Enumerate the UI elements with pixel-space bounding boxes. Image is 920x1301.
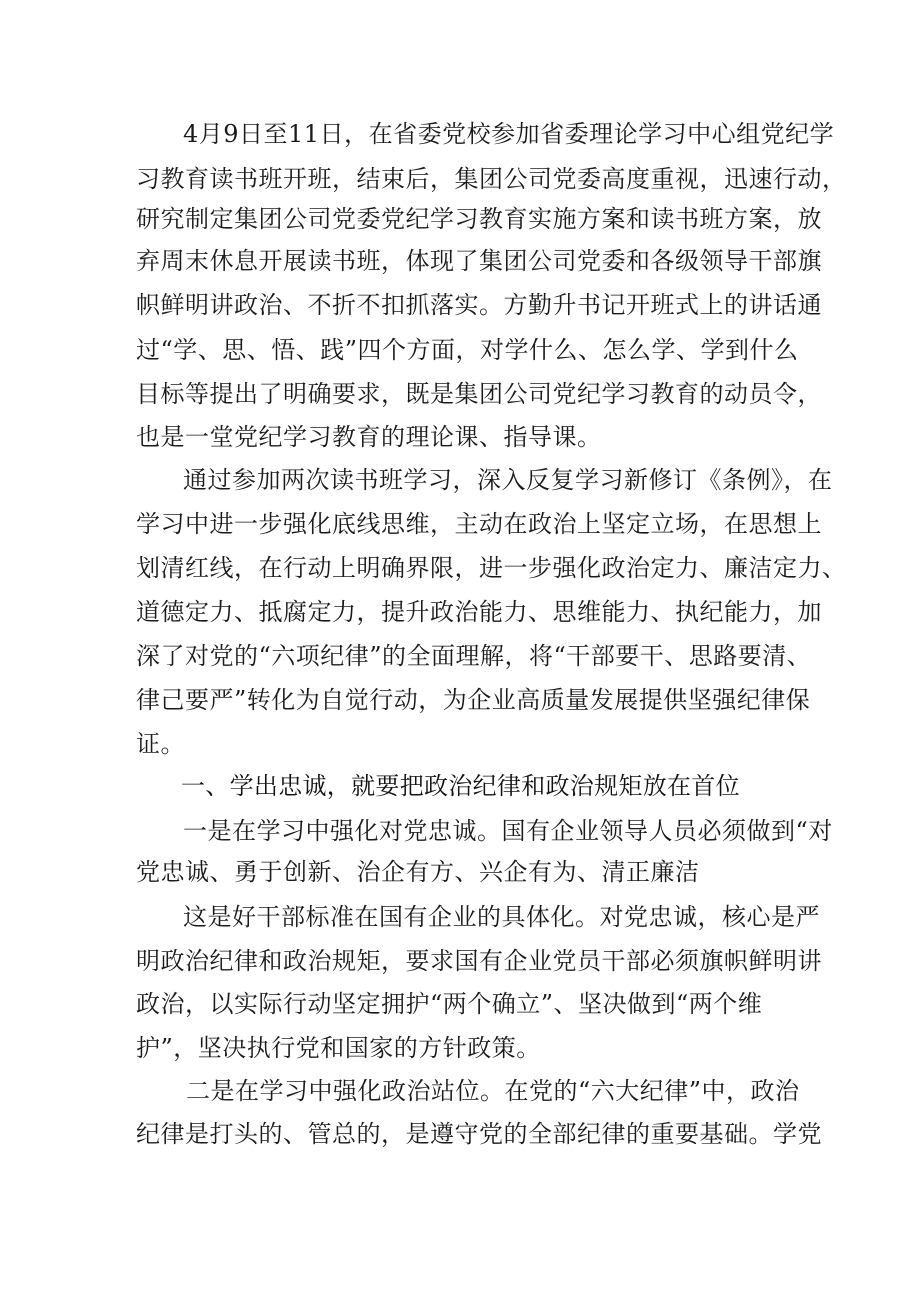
paragraph-1-line-5: 帜鲜明讲政治、不折不扣抓落实。方勤升书记开班式上的讲话通 <box>136 291 822 319</box>
paragraph-4-line-1: 这是好干部标准在国有企业的具体化。对党忠诚，核心是严 <box>183 903 820 931</box>
section-heading: 一、学出忠诚，就要把政治纪律和政治规矩放在首位 <box>181 772 740 800</box>
paragraph-1-line-1: 4月9日至11日，在省委党校参加省委理论学习中心组党纪学 <box>183 120 835 148</box>
paragraph-1-line-7: 目标等提出了明确要求，既是集团公司党纪学习教育的动员令， <box>136 380 822 408</box>
paragraph-2-line-4: 道德定力、抵腐定力，提升政治能力、思维能力、执纪能力，加 <box>136 598 822 626</box>
paragraph-3-line-1: 一是在学习中强化对党忠诚。国有企业领导人员必须做到“对 <box>183 817 833 845</box>
paragraph-1-line-8: 也是一堂党纪学习教育的理论课、指导课。 <box>136 423 602 451</box>
paragraph-1-line-2: 习教育读书班开班，结束后，集团公司党委高度重视，迅速行动， <box>136 165 847 193</box>
paragraph-4-line-2: 明政治纪律和政治规矩，要求国有企业党员干部必须旗帜鲜明讲 <box>136 947 822 975</box>
paragraph-1-line-6: 过“学、思、悟、践”四个方面，对学什么、怎么学、学到什么 <box>136 336 799 364</box>
paragraph-2-line-6: 律己要严”转化为自觉行动，为企业高质量发展提供坚强纪律保 <box>136 686 811 714</box>
paragraph-2-line-1: 通过参加两次读书班学习，深入反复学习新修订《条例》，在 <box>183 466 833 494</box>
paragraph-1-line-4: 弃周末休息开展读书班，体现了集团公司党委和各级领导干部旗 <box>136 247 822 275</box>
paragraph-2-line-5: 深了对党的“六项纪律”的全面理解，将“干部要干、思路要清、 <box>136 642 812 670</box>
paragraph-2-line-7: 证。 <box>136 730 185 758</box>
paragraph-2-line-2: 学习中进一步强化底线思维，主动在政治上坚定立场，在思想上 <box>136 510 822 538</box>
paragraph-3-line-2: 党忠诚、勇于创新、治企有方、兴企有为、清正廉洁 <box>136 858 700 886</box>
paragraph-2-line-3: 划清红线，在行动上明确界限，进一步强化政治定力、廉洁定力、 <box>136 554 847 582</box>
paragraph-5-line-1: 二是在学习中强化政治站位。在党的“六大纪律”中，政治 <box>186 1077 800 1105</box>
paragraph-4-line-4: 护”，坚决执行党和国家的方针政策。 <box>136 1034 541 1062</box>
paragraph-1-line-3: 研究制定集团公司党委党纪学习教育实施方案和读书班方案，放 <box>136 205 822 233</box>
paragraph-4-line-3: 政治，以实际行动坚定拥护“两个确立”、坚决做到“两个维 <box>136 990 763 1018</box>
paragraph-5-line-2: 纪律是打头的、管总的，是遵守党的全部纪律的重要基础。学党 <box>136 1120 822 1148</box>
